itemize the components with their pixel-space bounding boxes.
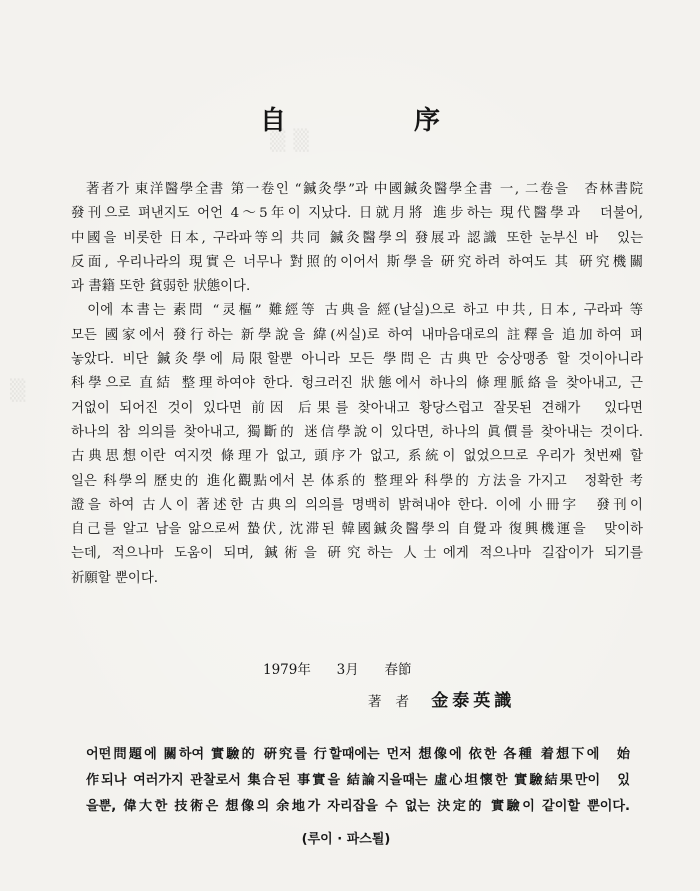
date-season: 春節 bbox=[384, 662, 412, 678]
author-role: 著者 bbox=[368, 694, 423, 710]
text-line: 科學으로 直結 整理하여야 한다. 헝크러진 狀態에서 하나의 條理脈絡을 찾아내고, 근 bbox=[71, 376, 643, 392]
text-line: 證을 하여 古人이 著述한 古典의 의의를 명백히 밝혀내야 한다. 이에 小冊字 發刊이 bbox=[71, 497, 643, 513]
text-line: 發刊으로 펴낸지도 어언 4～5年이 지났다. 日就月將 進步하는 現代醫學과 더불어, bbox=[71, 206, 643, 222]
quote-source-text: (루이 · 파스퇼) bbox=[301, 832, 391, 847]
date-year: 1979年 bbox=[263, 662, 311, 678]
text-line: 著者가 東洋醫學全書 第一卷인 “鍼灸學”과 中國鍼灸醫學全書 一, 二卷을 杏林書院 bbox=[71, 182, 643, 197]
date-month: 3月 bbox=[336, 662, 359, 678]
bleed-through-mark: ▒ bbox=[10, 378, 34, 402]
paragraph-1 bbox=[71, 178, 643, 299]
text-line: 거없이 되어진 것이 있다면 前因 后果를 찾아내고 황당스럽고 잘못된 견해가 있다면 bbox=[71, 400, 643, 416]
text-line: 中國을 비롯한 日本, 구라파等의 共同 鍼灸醫學의 發展과 認識 또한 눈부신 바 있는 bbox=[71, 230, 643, 246]
text-line: 古典思想이란 여지껏 條理가 없고, 頭序가 없고, 系統이 없었으므로 우리가 첫번째 할 bbox=[71, 449, 643, 465]
page-title bbox=[0, 100, 700, 137]
text-line: 自己를 알고 남을 앎으로써 蟄伏, 沈滞된 韓國鍼灸醫學의 自覺과 復興機運을 맞이하 bbox=[71, 522, 643, 538]
text-line: 놓았다. 비단 鍼灸學에 局限할뿐 아니라 모든 學問은 古典만 숭상맹종 할 것이아니라 bbox=[71, 352, 643, 368]
text-line: 反面, 우리나라의 現實은 너무나 對照的이어서 斯學을 硏究하려 하여도 其 硏究機關 bbox=[71, 254, 643, 270]
preface-body bbox=[71, 178, 643, 591]
title-char-right: 序 bbox=[414, 106, 441, 136]
epigraph-quote bbox=[86, 742, 630, 820]
text-line: 하나의 참 의의를 찾아내고, 獨斷的 迷信學說이 있다면, 하나의 眞價를 찾아내는 것이다. bbox=[71, 424, 643, 440]
paragraph-2 bbox=[71, 299, 643, 591]
quote-line: 作되나 여러가지 관찰로서 集合된 事實을 結論지을때는 虛心坦懷한 實驗結果만이 있 bbox=[86, 773, 630, 788]
text-line: 모든 國家에서 發行하는 新學說을 緯(씨실)로 하여 내마음대로의 註釋을 追加하여 펴 bbox=[71, 327, 643, 343]
title-char-left: 自 bbox=[259, 106, 286, 136]
quote-attribution bbox=[0, 828, 700, 847]
date-line bbox=[263, 658, 411, 678]
quote-line: 을뿐, 偉大한 技術은 想像의 余地가 자리잡을 수 없는 決定的 實驗이 같이할 뿐이다. bbox=[86, 799, 630, 814]
text-line: 일은 科學의 歷史的 進化觀點에서 본 体系的 整理와 科學的 方法을 가지고 정확한 考 bbox=[71, 473, 643, 489]
bleed-through-mark: ▒▒ bbox=[270, 128, 317, 152]
text-line: 祈願할 뿐이다. bbox=[71, 570, 159, 586]
author-signature bbox=[368, 686, 515, 711]
text-line: 과 書籍 또한 貧弱한 狀態이다. bbox=[71, 279, 251, 295]
author-name: 金泰英識 bbox=[431, 691, 516, 711]
text-line: 이에 本書는 素問 “灵樞” 難經等 古典을 經(날실)으로 하고 中共, 日本, 구라파 等 bbox=[71, 303, 643, 319]
text-line: 는데, 적으나마 도움이 되며, 鍼術을 硏究하는 人士에게 적으나마 길잡이가 되기를 bbox=[71, 546, 643, 562]
quote-line: 어떤問題에 關하여 實驗的 硏究를 行할때에는 먼저 想像에 依한 各種 着想下에 始 bbox=[86, 747, 630, 762]
